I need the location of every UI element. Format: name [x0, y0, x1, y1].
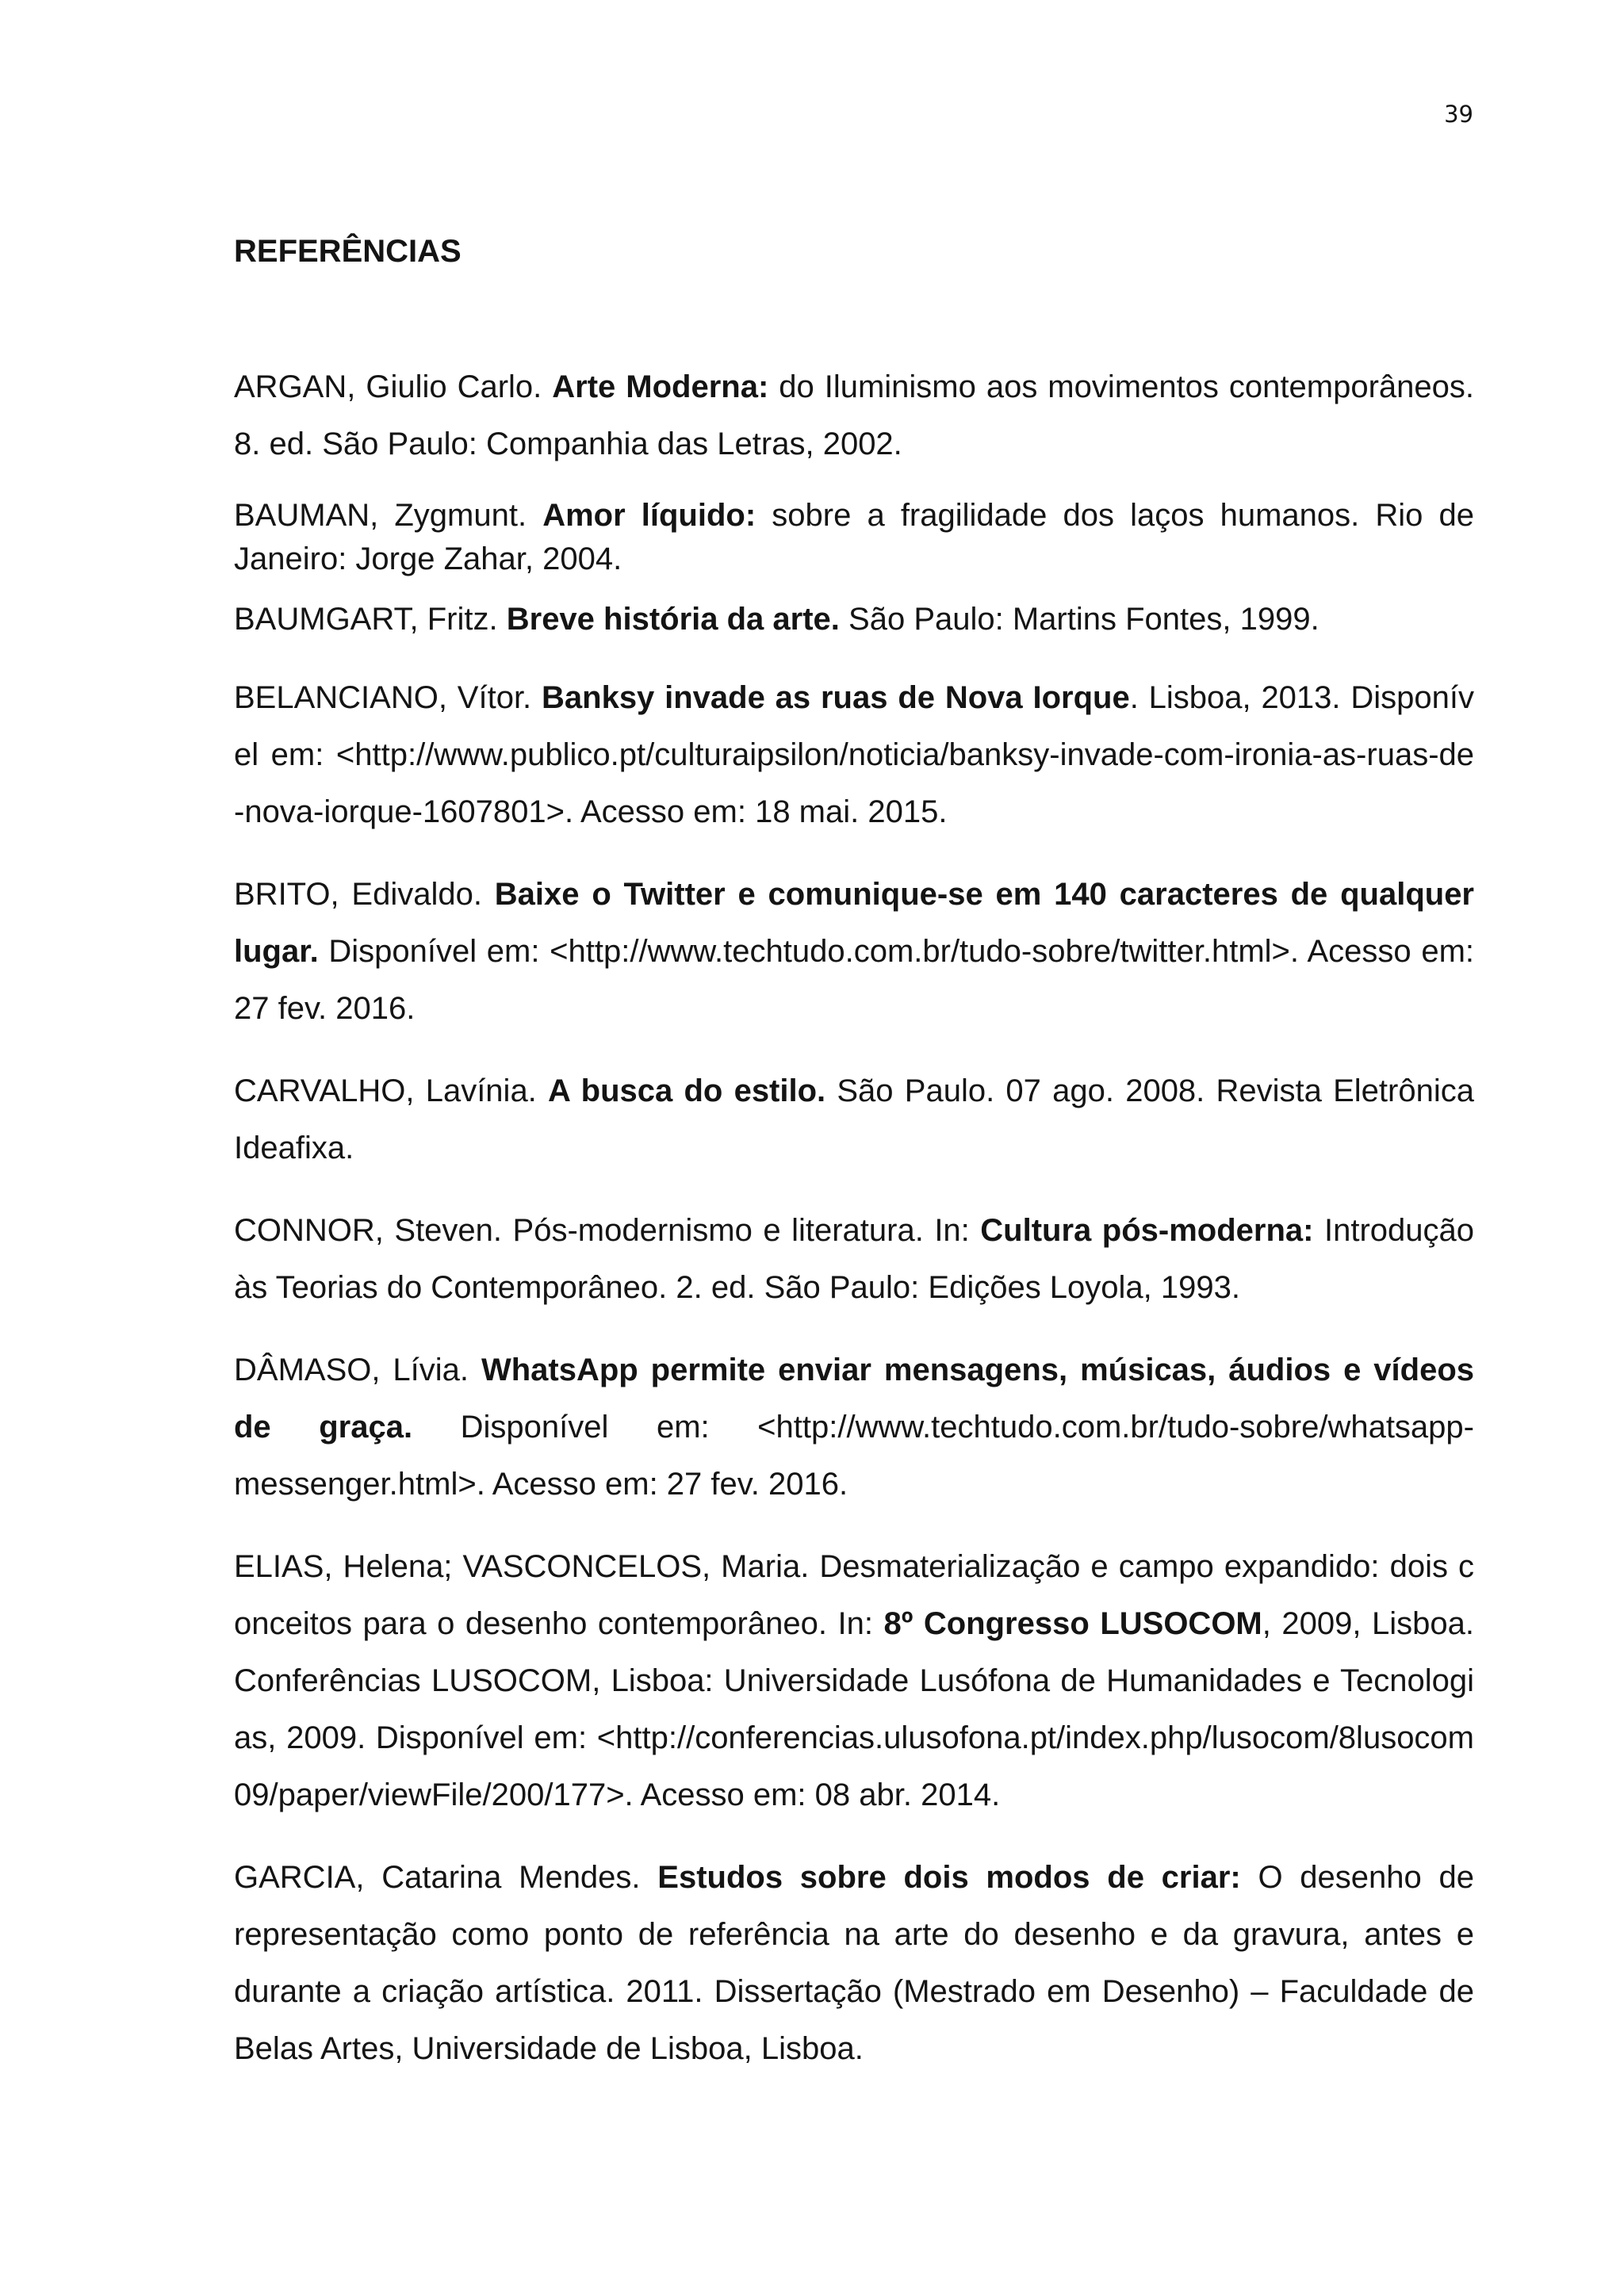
- reference-details: Disponível em: <http://www.techtudo.com.br/tudo-sobre/whatsapp-messenger.html>. Acesso em: 27 fev. 2016.: [234, 1410, 1474, 1502]
- reference-title: Amor líquido:: [542, 498, 756, 533]
- page-number: 39: [1444, 101, 1473, 128]
- reference-details: São Paulo: Martins Fontes, 1999.: [839, 602, 1320, 637]
- reference-author: DÂMASO, Lívia.: [234, 1353, 481, 1387]
- reference-title: Banksy invade as ruas de Nova Iorque: [542, 680, 1130, 715]
- reference-entry: [234, 866, 1474, 1037]
- reference-title: Breve história da arte.: [506, 602, 840, 637]
- reference-title: Cultura pós-moderna:: [980, 1213, 1314, 1248]
- reference-details: sobre a fragilidade dos laços humanos. Rio de Janeiro: Jorge Zahar, 2004.: [234, 498, 1474, 576]
- reference-details: . Lisboa, 2013. Disponível em: <http://www.publico.pt/culturaipsilon/noticia/banksy-invade-com-ironia-as-ruas-de-nova-iorque-1607801>. Acesso em: 18 mai. 2015.: [234, 680, 1474, 829]
- reference-title: 8º Congresso LUSOCOM: [883, 1606, 1262, 1641]
- reference-entry: [234, 1062, 1474, 1177]
- page-title: REFERÊNCIAS: [234, 234, 462, 269]
- reference-author: CONNOR, Steven. Pós-modernismo e literatura. In:: [234, 1213, 981, 1248]
- reference-author: BAUMAN, Zygmunt.: [234, 498, 543, 533]
- reference-title: A busca do estilo.: [548, 1073, 826, 1108]
- reference-title: WhatsApp permite enviar mensagens, músicas, áudios e vídeos de graça.: [234, 1353, 1475, 1445]
- reference-details: São Paulo. 07 ago. 2008. Revista Eletrônica Ideafixa.: [234, 1073, 1474, 1165]
- reference-details: do Iluminismo aos movimentos contemporâneos. 8. ed. São Paulo: Companhia das Letras, 2002.: [234, 369, 1474, 461]
- reference-title: Arte Moderna:: [552, 369, 769, 404]
- reference-entry: [234, 1202, 1474, 1316]
- reference-author: ARGAN, Giulio Carlo.: [234, 369, 553, 404]
- reference-entry: [234, 358, 1474, 473]
- reference-details: Disponível em: <http://www.techtudo.com.br/tudo-sobre/twitter.html>. Acesso em: 27 fev. 2016.: [234, 934, 1474, 1026]
- reference-details: , 2009, Lisboa. Conferências LUSOCOM, Lisboa: Universidade Lusófona de Humanidades e Tecnologias, 2009. Disponível em: <http://conferencias.ulusofona.pt/index.php/lusocom/8lusocom09/paper/viewFile/200/177>. Acesso em: 08 abr. 2014.: [234, 1606, 1475, 1812]
- reference-entry: [234, 1849, 1474, 2077]
- reference-list: [234, 358, 1474, 2077]
- reference-entry: [234, 1538, 1474, 1823]
- reference-details: O desenho de representação como ponto de referência na arte do desenho e da gravura, antes e durante a criação artística. 2011. Dissertação (Mestrado em Desenho) – Faculdade de Belas Artes, Universidade de Lisboa, Lisboa.: [234, 1860, 1475, 2066]
- reference-entry: [234, 494, 1474, 581]
- reference-entry: [234, 669, 1474, 840]
- reference-author: BAUMGART, Fritz.: [234, 602, 507, 637]
- reference-author: BRITO, Edivaldo.: [234, 877, 495, 912]
- reference-entry: [234, 1341, 1474, 1513]
- reference-details: Introdução às Teorias do Contemporâneo. 2. ed. São Paulo: Edições Loyola, 1993.: [234, 1213, 1475, 1305]
- reference-title: Estudos sobre dois modos de criar:: [657, 1860, 1241, 1895]
- reference-title: Baixe o Twitter e comunique-se em 140 caracteres de qualquer lugar.: [234, 877, 1475, 969]
- reference-author: BELANCIANO, Vítor.: [234, 680, 542, 715]
- reference-author: CARVALHO, Lavínia.: [234, 1073, 549, 1108]
- reference-author: ELIAS, Helena; VASCONCELOS, Maria. Desmaterialização e campo expandido: dois conceitos para o desenho contemporâneo. In:: [234, 1549, 1474, 1641]
- reference-entry: [234, 598, 1474, 641]
- reference-author: GARCIA, Catarina Mendes.: [234, 1860, 658, 1895]
